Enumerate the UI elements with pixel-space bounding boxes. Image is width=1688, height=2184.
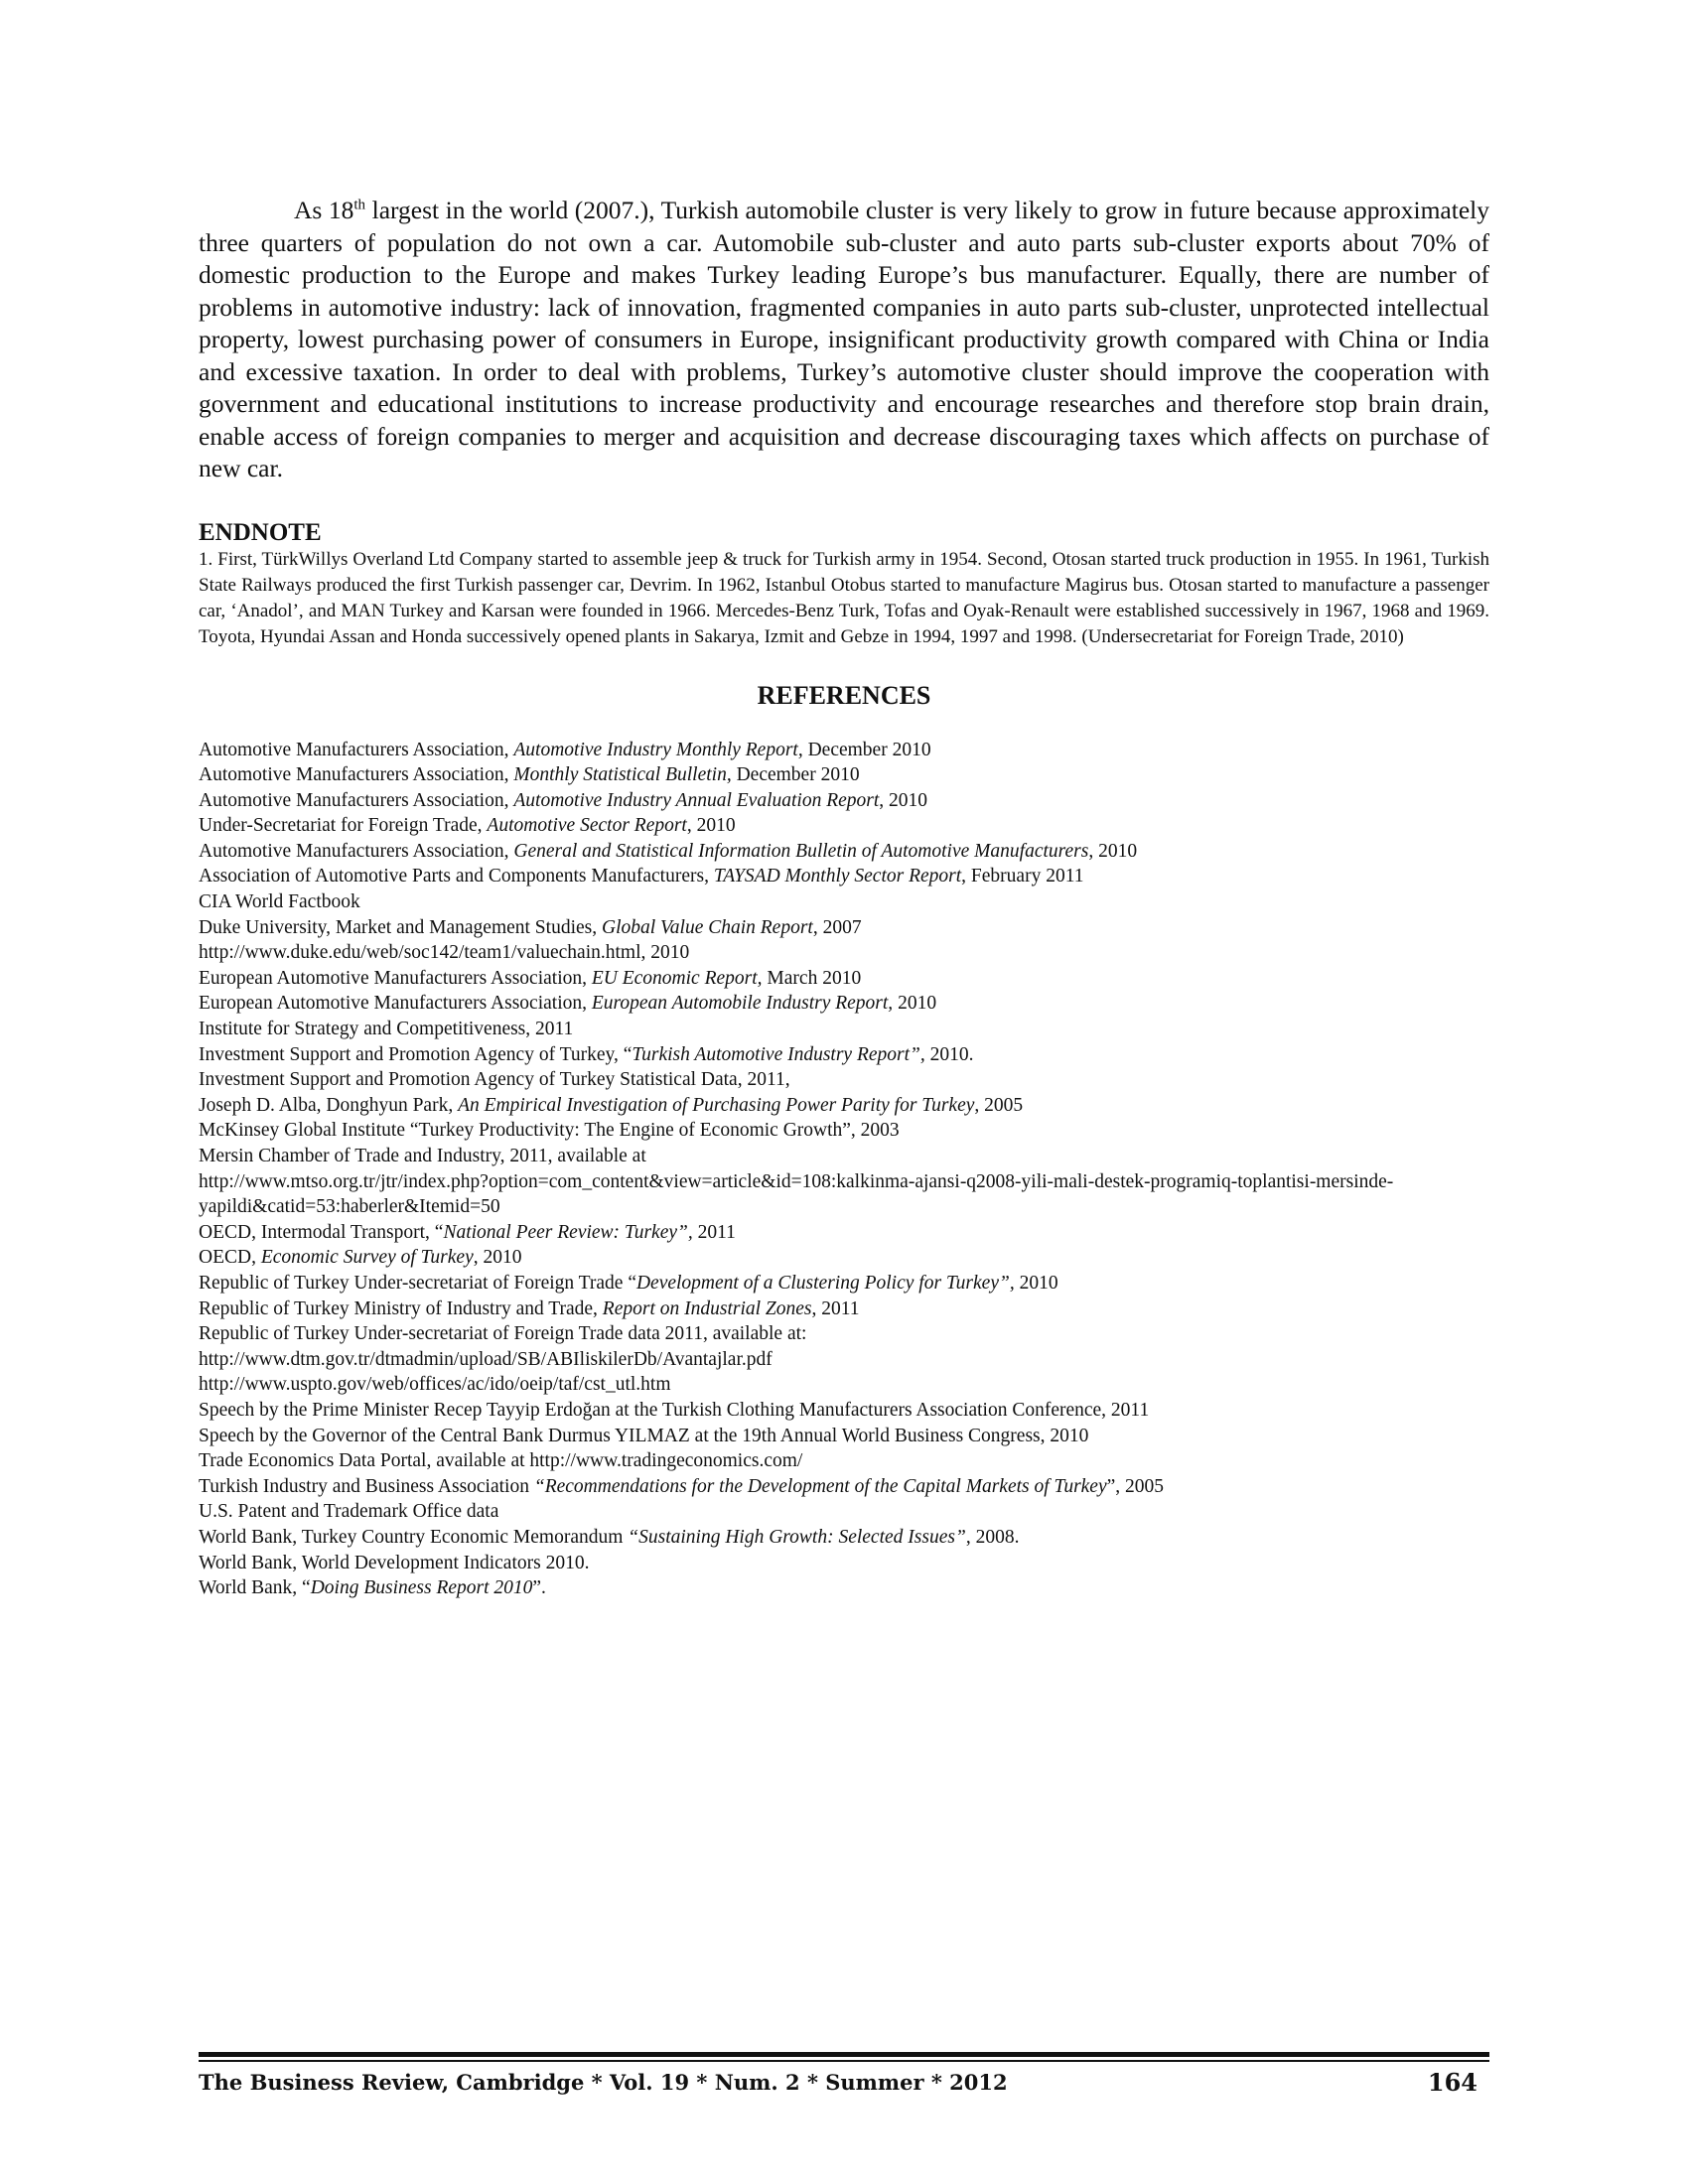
- references-list: [199, 738, 1489, 1601]
- reference-text: European Automotive Manufacturers Association,: [199, 967, 592, 989]
- reference-suffix: , 2010: [1088, 840, 1138, 862]
- references-heading: REFERENCES: [757, 680, 931, 710]
- reference-text: Automotive Manufacturers Association,: [199, 764, 514, 786]
- reference-text: World Bank, Turkey Country Economic Memorandum: [199, 1526, 629, 1548]
- reference-suffix: , 2007: [812, 916, 862, 938]
- reference-text: Investment Support and Promotion Agency of Turkey Statistical Data, 2011,: [199, 1069, 790, 1091]
- reference-item: [199, 1499, 1489, 1525]
- reference-text: Republic of Turkey Under-secretariat of Foreign Trade “: [199, 1272, 636, 1294]
- reference-suffix: , February 2011: [961, 866, 1084, 887]
- reference-text: Speech by the Prime Minister Recep Tayyip Erdoğan at the Turkish Clothing Manufacturers Association Conference, 2011: [199, 1399, 1150, 1421]
- reference-item: [199, 1372, 1489, 1398]
- reference-item: [199, 991, 1489, 1017]
- reference-title: Global Value Chain Report: [601, 916, 813, 938]
- page-footer: [199, 2069, 1489, 2097]
- reference-item: [199, 1347, 1489, 1373]
- reference-title: General and Statistical Information Bulletin of Automotive Manufacturers: [513, 840, 1089, 862]
- reference-text: Turkish Industry and Business Association: [199, 1475, 534, 1497]
- reference-title: Report on Industrial Zones: [602, 1297, 812, 1319]
- reference-title: EU Economic Report,: [591, 967, 763, 989]
- footer-rule-thick: [199, 2052, 1489, 2057]
- reference-title: Automotive Sector Report: [487, 815, 687, 837]
- reference-item: [199, 1169, 1489, 1220]
- reference-suffix: , 2005: [974, 1094, 1024, 1116]
- reference-item: [199, 1297, 1489, 1322]
- reference-item: [199, 1017, 1489, 1042]
- footer-rule: [199, 2052, 1489, 2062]
- reference-suffix: , 2010: [879, 789, 928, 811]
- reference-suffix: , 2008.: [965, 1526, 1020, 1548]
- reference-text: McKinsey Global Institute “Turkey Productivity: The Engine of Economic Growth”, 2003: [199, 1120, 900, 1142]
- reference-item: [199, 1093, 1489, 1119]
- reference-suffix: 2011: [692, 1221, 736, 1243]
- reference-item: [199, 1321, 1489, 1347]
- reference-title: “Recommendations for the Development of the Capital Markets of Turkey: [533, 1475, 1107, 1497]
- reference-title: National Peer Review: Turkey”,: [443, 1221, 693, 1243]
- reference-text: World Bank, World Development Indicators 2010.: [199, 1552, 590, 1573]
- page-content: [199, 195, 1489, 1601]
- reference-text: http://www.duke.edu/web/soc142/team1/valuechain.html, 2010: [199, 942, 690, 964]
- reference-item: [199, 1245, 1489, 1271]
- reference-item: [199, 1424, 1489, 1449]
- reference-item: [199, 1271, 1489, 1297]
- reference-item: [199, 940, 1489, 966]
- reference-text: http://www.mtso.org.tr/jtr/index.php?option=com_content&view=article&id=108:kalkinma-ajansi-q2008-yili-mali-destek-programiq-toplantisi-mersinde-yapildi&catid=53:haberler&Itemid=50: [199, 1170, 1394, 1218]
- reference-title: Doing Business Report 2010: [310, 1577, 533, 1599]
- reference-item: [199, 738, 1489, 763]
- reference-title: Turkish Automotive Industry Report”,: [632, 1043, 925, 1065]
- reference-item: [199, 839, 1489, 865]
- reference-text: Automotive Manufacturers Association,: [199, 789, 514, 811]
- reference-text: U.S. Patent and Trademark Office data: [199, 1501, 499, 1523]
- reference-text: CIA World Factbook: [199, 891, 360, 913]
- reference-item: [199, 1042, 1489, 1068]
- reference-item: [199, 1398, 1489, 1424]
- reference-text: Duke University, Market and Management Studies,: [199, 916, 602, 938]
- reference-text: http://www.dtm.gov.tr/dtmadmin/upload/SB/ABIliskilerDb/Avantajlar.pdf: [199, 1348, 773, 1370]
- reference-title: Economic Survey of Turkey: [260, 1247, 474, 1269]
- paragraph-superscript: th: [353, 197, 366, 213]
- reference-item: [199, 1220, 1489, 1246]
- endnote-heading: ENDNOTE: [199, 518, 322, 546]
- reference-title: Monthly Statistical Bulletin,: [513, 764, 732, 786]
- paragraph-lead: As 18: [294, 196, 354, 224]
- reference-suffix: , 2010: [473, 1247, 522, 1269]
- reference-text: Republic of Turkey Ministry of Industry and Trade,: [199, 1297, 603, 1319]
- reference-suffix: ”.: [532, 1577, 546, 1599]
- reference-text: OECD, Intermodal Transport, “: [199, 1221, 444, 1243]
- reference-text: Association of Automotive Parts and Components Manufacturers,: [199, 866, 714, 887]
- reference-item: [199, 915, 1489, 941]
- reference-text: Institute for Strategy and Competitiveness, 2011: [199, 1019, 574, 1040]
- reference-title: Automotive Industry Monthly Report,: [513, 739, 803, 760]
- reference-suffix: December 2010: [731, 764, 860, 786]
- reference-text: http://www.uspto.gov/web/offices/ac/ido/oeip/taf/cst_utl.htm: [199, 1374, 671, 1396]
- reference-item: [199, 889, 1489, 915]
- reference-title: Development of a Clustering Policy for Turkey”,: [635, 1272, 1015, 1294]
- reference-text: Speech by the Governor of the Central Bank Durmus YILMAZ at the 19th Annual World Business Congress, 2010: [199, 1425, 1089, 1446]
- page-number: 164: [1427, 2068, 1477, 2097]
- reference-item: [199, 1144, 1489, 1169]
- reference-suffix: ”, 2005: [1106, 1475, 1165, 1497]
- reference-text: Joseph D. Alba, Donghyun Park,: [199, 1094, 459, 1116]
- reference-suffix: 2010: [893, 993, 937, 1015]
- body-paragraph: [199, 195, 1489, 485]
- reference-title: TAYSAD Monthly Sector Report: [713, 866, 962, 887]
- reference-item: [199, 762, 1489, 788]
- reference-item: [199, 966, 1489, 992]
- reference-text: Investment Support and Promotion Agency of Turkey, “: [199, 1043, 633, 1065]
- reference-item: [199, 1448, 1489, 1474]
- reference-text: Republic of Turkey Under-secretariat of Foreign Trade data 2011, available at:: [199, 1323, 807, 1345]
- reference-item: [199, 1575, 1489, 1601]
- reference-title: Automotive Industry Annual Evaluation Report: [513, 789, 880, 811]
- reference-text: European Automotive Manufacturers Association,: [199, 993, 592, 1015]
- reference-text: Mersin Chamber of Trade and Industry, 2011, available at: [199, 1146, 646, 1166]
- reference-item: [199, 1474, 1489, 1500]
- reference-suffix: 2010.: [924, 1043, 974, 1065]
- reference-suffix: 2010: [1014, 1272, 1058, 1294]
- reference-title: “Sustaining High Growth: Selected Issues”: [628, 1526, 966, 1548]
- reference-text: Under-Secretariat for Foreign Trade,: [199, 815, 488, 837]
- reference-suffix: , 2011: [811, 1297, 860, 1319]
- reference-text: Automotive Manufacturers Association,: [199, 840, 514, 862]
- reference-text: OECD,: [199, 1247, 261, 1269]
- endnote-text: 1. First, TürkWillys Overland Ltd Company started to assemble jeep & truck for Turkish army in 1954. Second, Otosan started truck production in 1955. In 1961, Turkish State Railways produced the first Turkish passenger car, Devrim. In 1962, Istanbul Otobus started to manufacture Magirus bus. Otosan started to manufacture a passenger car, ‘Anadol’, and MAN Turkey and Karsan were founded in 1966. Mercedes-Benz Turk, Tofas and Oyak-Renault were established successively in 1967, 1968 and 1969. Toyota, Hyundai Assan and Honda successively opened plants in Sakarya, Izmit and Gebze in 1994, 1997 and 1998. (Undersecretariat for Foreign Trade, 2010): [199, 548, 1489, 647]
- reference-item: [199, 788, 1489, 814]
- reference-item: [199, 1067, 1489, 1093]
- reference-item: [199, 1551, 1489, 1576]
- reference-item: [199, 1118, 1489, 1144]
- reference-item: [199, 864, 1489, 889]
- footer-rule-thin: [199, 2060, 1489, 2062]
- reference-item: [199, 1525, 1489, 1551]
- reference-text: World Bank, “: [199, 1577, 311, 1599]
- reference-item: [199, 813, 1489, 839]
- paragraph-rest: largest in the world (2007.), Turkish automobile cluster is very likely to grow in future because approximately three quarters of population do not own a car. Automobile sub-cluster and auto parts sub-cluster exports about 70% of domestic production to the Europe and makes Turkey leading Europe’s bus manufacturer. Equally, there are number of problems in automotive industry: lack of innovation, fragmented companies in auto parts sub-cluster, unprotected intellectual property, lowest purchasing power of consumers in Europe, insignificant productivity growth compared with China or India and excessive taxation. In order to deal with problems, Turkey’s automotive cluster should improve the cooperation with government and educational institutions to increase productivity and encourage researches and therefore stop brain drain, enable access of foreign companies to merger and acquisition and decrease discouraging taxes which affects on purchase of new car.: [199, 196, 1489, 482]
- reference-suffix: , 2010: [686, 815, 736, 837]
- reference-text: Automotive Manufacturers Association,: [199, 739, 514, 760]
- reference-text: Trade Economics Data Portal, available at http://www.tradingeconomics.com/: [199, 1450, 803, 1472]
- reference-suffix: March 2010: [762, 967, 862, 989]
- reference-title: An Empirical Investigation of Purchasing Power Parity for Turkey: [458, 1094, 975, 1116]
- reference-suffix: December 2010: [802, 739, 931, 760]
- reference-title: European Automobile Industry Report,: [591, 993, 894, 1015]
- journal-citation: The Business Review, Cambridge * Vol. 19 * Num. 2 * Summer * 2012: [199, 2070, 1008, 2095]
